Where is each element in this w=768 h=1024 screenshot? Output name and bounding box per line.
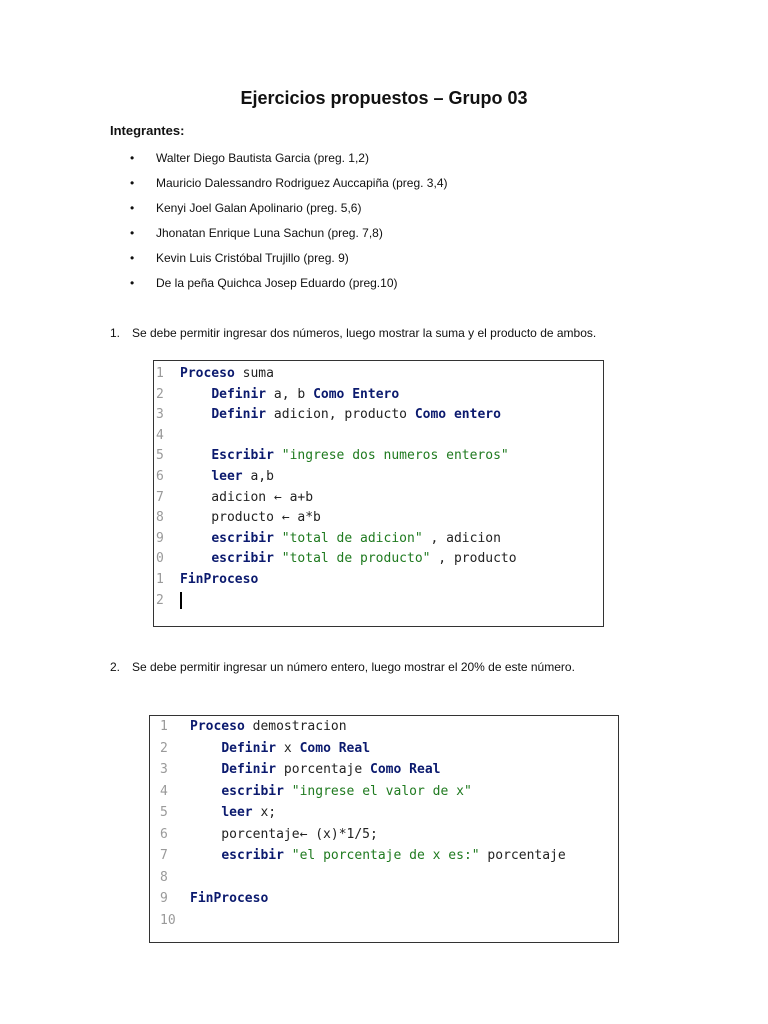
- line-number: 4: [160, 783, 168, 799]
- member-name: Kevin Luis Cristóbal Trujillo (preg. 9): [156, 251, 349, 265]
- code-text: [190, 784, 221, 799]
- list-item: [130, 175, 448, 200]
- code-keyword: FinProceso: [190, 891, 269, 906]
- line-number: 1: [160, 719, 168, 734]
- code-text: [284, 848, 292, 863]
- code-text: [180, 469, 211, 484]
- code-text: suma: [234, 366, 274, 381]
- code-text: adicion, producto: [266, 407, 415, 423]
- line-number: 2: [156, 386, 164, 402]
- members-heading: Integrantes:: [110, 123, 185, 138]
- code-text: , adicion: [422, 530, 501, 546]
- member-name: Kenyi Joel Galan Apolinario (preg. 5,6): [156, 201, 362, 215]
- line-number: 4: [156, 427, 164, 443]
- code-text: [180, 531, 211, 546]
- line-number: 1: [156, 366, 164, 381]
- code-keyword: escribir: [211, 551, 274, 567]
- line-number: 3: [160, 762, 168, 777]
- code-text: [274, 551, 282, 566]
- code-line: [150, 845, 566, 866]
- code-keyword: escribir: [221, 848, 284, 863]
- code-text: [180, 387, 211, 402]
- code-text: demostracion: [244, 719, 347, 734]
- code-line: [154, 425, 180, 446]
- question-1: [110, 326, 596, 340]
- code-string: "ingrese el valor de x": [291, 783, 472, 799]
- code-text: [284, 784, 292, 799]
- code-text: porcentaje: [479, 848, 566, 863]
- page-title: Ejercicios propuestos – Grupo 03: [240, 88, 528, 108]
- text-cursor: [180, 592, 182, 609]
- code-keyword: Escribir: [211, 448, 274, 464]
- code-keyword: Como Real: [370, 762, 441, 777]
- code-line: [154, 404, 501, 425]
- code-text: porcentaje← (x)*1/5;: [190, 826, 378, 842]
- code-line: [154, 507, 321, 528]
- code-line: [154, 590, 182, 611]
- code-string: "ingrese dos numeros enteros": [281, 448, 509, 464]
- code-line: [150, 867, 190, 888]
- list-item: [130, 225, 448, 250]
- code-keyword: escribir: [221, 783, 284, 799]
- bullet-icon: •: [130, 201, 135, 215]
- line-number: 9: [160, 891, 168, 906]
- line-number: 7: [160, 848, 168, 863]
- line-number: 10: [160, 912, 176, 928]
- code-keyword: Definir: [221, 762, 277, 777]
- code-line: [150, 910, 190, 931]
- code-screenshot-2: [149, 715, 619, 943]
- code-keyword: escribir: [211, 530, 274, 546]
- member-name: Walter Diego Bautista Garcia (preg. 1,2): [156, 151, 369, 165]
- code-keyword: leer: [211, 469, 243, 484]
- code-line: [150, 759, 440, 780]
- member-name: Jhonatan Enrique Luna Sachun (preg. 7,8): [156, 226, 383, 240]
- line-number: 5: [160, 805, 168, 820]
- code-text: [190, 741, 221, 756]
- line-number: 8: [156, 510, 164, 526]
- code-text: [180, 407, 211, 422]
- code-line: [154, 466, 274, 487]
- code-keyword: FinProceso: [180, 572, 259, 587]
- code-text: [190, 848, 221, 863]
- code-line: [150, 781, 472, 802]
- code-text: porcentaje: [276, 762, 371, 777]
- line-number: 8: [160, 869, 168, 885]
- question-text: Se debe permitir ingresar un número entero, luego mostrar el 20% de este número.: [132, 660, 575, 674]
- members-list: [130, 150, 448, 300]
- line-number: 6: [160, 826, 168, 842]
- code-line: [154, 384, 399, 405]
- code-text: [274, 531, 282, 546]
- bullet-icon: •: [130, 226, 135, 240]
- line-number: 1: [156, 572, 164, 587]
- line-number: 5: [156, 448, 164, 464]
- line-number: 2: [156, 592, 164, 608]
- code-keyword: Como entero: [414, 407, 501, 423]
- bullet-icon: •: [130, 251, 135, 265]
- code-keyword: Proceso: [190, 719, 245, 734]
- line-number: 9: [156, 530, 164, 546]
- bullet-icon: •: [130, 276, 135, 290]
- member-name: De la peña Quichca Josep Eduardo (preg.10): [156, 276, 398, 290]
- code-text: [190, 762, 221, 777]
- code-text: x;: [252, 805, 277, 820]
- question-number: 1.: [110, 326, 121, 340]
- code-keyword: leer: [221, 805, 253, 820]
- code-text: a, b: [266, 386, 314, 402]
- code-keyword: Definir: [221, 740, 277, 756]
- list-item: [130, 250, 448, 275]
- line-number: 2: [160, 740, 168, 756]
- code-text: , producto: [430, 551, 517, 567]
- code-line: [154, 528, 501, 549]
- code-text: [274, 448, 282, 463]
- code-line: [150, 824, 378, 845]
- code-text: [180, 551, 211, 566]
- code-text: x: [276, 740, 300, 756]
- code-string: "total de adicion": [281, 530, 423, 546]
- question-text: Se debe permitir ingresar dos números, luego mostrar la suma y el producto de ambos.: [132, 326, 597, 340]
- code-string: "total de producto": [281, 551, 431, 567]
- question-number: 2.: [110, 660, 121, 674]
- line-number: 0: [156, 551, 164, 567]
- list-item: [130, 150, 448, 175]
- member-name: Mauricio Dalessandro Rodriguez Auccapiña (preg. 3,4): [156, 176, 448, 190]
- line-number: 6: [156, 469, 164, 484]
- line-number: 7: [156, 489, 164, 505]
- bullet-icon: •: [130, 151, 135, 165]
- code-text: producto ← a*b: [180, 510, 321, 526]
- line-number: 3: [156, 407, 164, 423]
- code-keyword: Definir: [211, 386, 267, 402]
- code-line: [150, 738, 370, 759]
- code-keyword: Definir: [211, 407, 267, 423]
- code-line: [154, 569, 258, 590]
- code-line: [150, 888, 268, 909]
- code-text: [190, 805, 221, 820]
- code-screenshot-1: [153, 360, 604, 627]
- code-line: [154, 548, 517, 569]
- code-text: [180, 448, 211, 463]
- bullet-icon: •: [130, 176, 135, 190]
- code-string: "el porcentaje de x es:": [291, 848, 480, 863]
- code-keyword: Proceso: [180, 366, 235, 381]
- code-line: [154, 487, 313, 508]
- code-line: [150, 802, 276, 823]
- code-text: a,b: [242, 469, 274, 484]
- question-2: [110, 660, 575, 674]
- code-keyword: Como Entero: [313, 386, 400, 402]
- code-line: [154, 363, 274, 384]
- code-line: [154, 445, 509, 466]
- list-item: [130, 275, 448, 300]
- list-item: [130, 200, 448, 225]
- code-keyword: Como Real: [299, 740, 371, 756]
- code-text: adicion ← a+b: [180, 489, 314, 505]
- code-line: [150, 716, 347, 737]
